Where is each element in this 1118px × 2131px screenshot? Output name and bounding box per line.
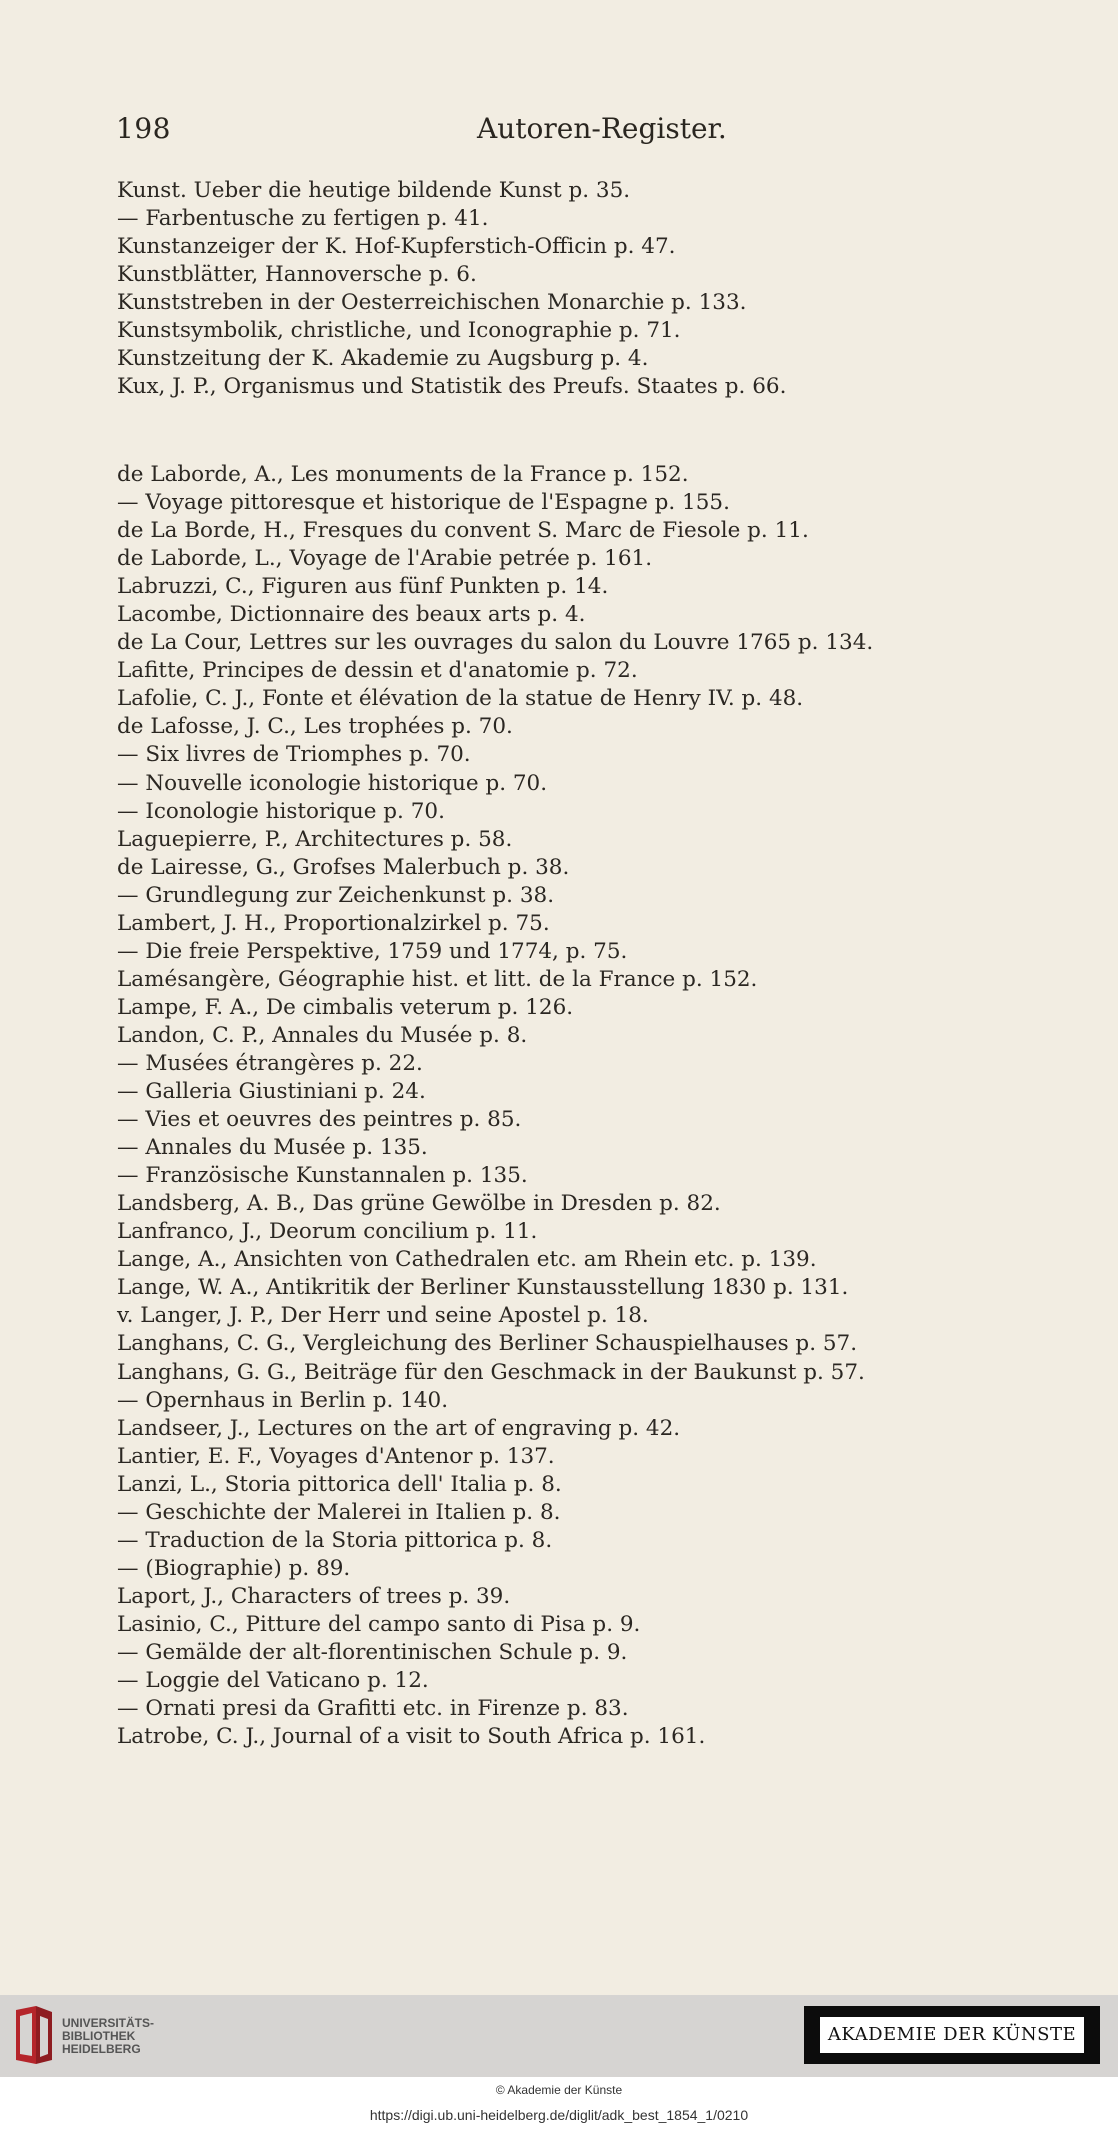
library-logo-line: HEIDELBERG xyxy=(62,2042,141,2056)
library-logo-text xyxy=(62,2017,154,2056)
index-entry: de Lafosse, J. C., Les trophées p. 70. xyxy=(117,714,513,740)
index-entry: — Iconologie historique p. 70. xyxy=(117,798,445,824)
index-entry: Lampe, F. A., De cimbalis veterum p. 126. xyxy=(117,994,574,1020)
index-entry: — Gemälde der alt-florentinischen Schule p. 9. xyxy=(117,1639,628,1665)
index-entry: — Traduction de la Storia pittorica p. 8. xyxy=(117,1527,553,1553)
index-entry: Kunststreben in der Oesterreichischen Monarchie p. 133. xyxy=(117,290,747,316)
index-entry: — Vies et oeuvres des peintres p. 85. xyxy=(117,1107,522,1133)
index-entry: de Laborde, A., Les monuments de la France p. 152. xyxy=(117,462,689,487)
index-entry: — Galleria Giustiniani p. 24. xyxy=(117,1079,426,1105)
index-entry: Kunstzeitung der K. Akademie zu Augsburg p. 4. xyxy=(117,346,649,372)
index-entry: Labruzzi, C., Figuren aus fünf Punkten p. 14. xyxy=(117,574,609,600)
index-entry: — Voyage pittoresque et historique de l'Espagne p. 155. xyxy=(117,490,730,516)
index-entry: Landon, C. P., Annales du Musée p. 8. xyxy=(117,1022,528,1048)
index-entry: Lanfranco, J., Deorum concilium p. 11. xyxy=(117,1219,538,1245)
index-block-l xyxy=(117,461,873,1751)
index-entry: — Ornati presi da Grafitti etc. in Firenze p. 83. xyxy=(117,1696,629,1722)
index-entry: Laguepierre, P., Architectures p. 58. xyxy=(117,826,513,852)
index-entry: de Lairesse, G., Grofses Malerbuch p. 38. xyxy=(117,854,570,880)
index-entry: — Musées étrangères p. 22. xyxy=(117,1050,423,1076)
index-entry: Lafitte, Principes de dessin et d'anatomie p. 72. xyxy=(117,658,638,684)
index-entry: de La Borde, H., Fresques du convent S. Marc de Fiesole p. 11. xyxy=(117,518,809,544)
index-entry: — Die freie Perspektive, 1759 und 1774, p. 75. xyxy=(117,938,628,964)
ub-heidelberg-logo-icon[interactable] xyxy=(12,2004,56,2066)
index-entry: Lafolie, C. J., Fonte et élévation de la statue de Henry IV. p. 48. xyxy=(117,686,804,712)
footer-bar xyxy=(0,1995,1118,2077)
index-entry: Langhans, C. G., Vergleichung des Berliner Schauspielhauses p. 57. xyxy=(117,1331,858,1357)
index-entry: Lacombe, Dictionnaire des beaux arts p. 4. xyxy=(117,602,586,628)
index-entry: — Farbentusche zu fertigen p. 41. xyxy=(117,206,489,232)
index-entry: Kunstsymbolik, christliche, und Iconographie p. 71. xyxy=(117,318,681,344)
partner-logo[interactable] xyxy=(804,2006,1100,2064)
index-entry: — Six livres de Triomphes p. 70. xyxy=(117,742,471,768)
index-entry: Laport, J., Characters of trees p. 39. xyxy=(117,1583,511,1609)
index-entry: — Grundlegung zur Zeichenkunst p. 38. xyxy=(117,882,555,908)
index-entry: — Loggie del Vaticano p. 12. xyxy=(117,1668,429,1694)
copyright-notice: © Akademie der Künste xyxy=(495,2083,623,2097)
index-entry: — (Biographie) p. 89. xyxy=(117,1555,351,1581)
index-entry: — Annales du Musée p. 135. xyxy=(117,1135,428,1161)
page-number: 198 xyxy=(116,112,171,145)
index-entry: Langhans, G. G., Beiträge für den Geschmack in der Baukunst p. 57. xyxy=(117,1359,865,1385)
library-logo-line: UNIVERSITÄTS- xyxy=(62,2016,155,2030)
index-entry: Landsberg, A. B., Das grüne Gewölbe in Dresden p. 82. xyxy=(117,1191,721,1217)
index-entry: — Nouvelle iconologie historique p. 70. xyxy=(117,770,548,796)
index-entry: de Laborde, L., Voyage de l'Arabie petrée p. 161. xyxy=(117,546,653,572)
index-entry: Lantier, E. F., Voyages d'Antenor p. 137. xyxy=(117,1443,555,1469)
index-entry: Lambert, J. H., Proportionalzirkel p. 75. xyxy=(117,910,550,936)
running-head: Autoren-Register. xyxy=(477,112,727,145)
index-entry: Latrobe, C. J., Journal of a visit to South Africa p. 161. xyxy=(117,1724,706,1750)
index-entry: Kunstanzeiger der K. Hof-Kupferstich-Officin p. 47. xyxy=(117,234,676,260)
index-entry: Lamésangère, Géographie hist. et litt. de la France p. 152. xyxy=(117,966,758,992)
index-entry: Kux, J. P., Organismus und Statistik des Preufs. Staates p. 66. xyxy=(117,374,787,400)
index-entry: Lasinio, C., Pitture del campo santo di Pisa p. 9. xyxy=(117,1611,641,1637)
index-entry: — Opernhaus in Berlin p. 140. xyxy=(117,1387,449,1413)
index-entry: Kunstblätter, Hannoversche p. 6. xyxy=(117,262,477,288)
partner-logo-text: AKADEMIE DER KÜNSTE xyxy=(820,2017,1084,2053)
index-entry: v. Langer, J. P., Der Herr und seine Apostel p. 18. xyxy=(117,1303,649,1329)
index-entry: — Französische Kunstannalen p. 135. xyxy=(117,1163,528,1189)
index-entry: Lange, A., Ansichten von Cathedralen etc. am Rhein etc. p. 139. xyxy=(117,1247,817,1273)
index-block-k xyxy=(117,177,786,401)
source-url-link[interactable]: https://digi.ub.uni-heidelberg.de/diglit/adk_best_1854_1/0210 xyxy=(369,2107,749,2123)
index-entry: Lanzi, L., Storia pittorica dell' Italia p. 8. xyxy=(117,1471,562,1497)
index-entry: Landseer, J., Lectures on the art of engraving p. 42. xyxy=(117,1415,681,1441)
index-entry: de La Cour, Lettres sur les ouvrages du salon du Louvre 1765 p. 134. xyxy=(117,630,874,656)
index-entry: Lange, W. A., Antikritik der Berliner Kunstausstellung 1830 p. 131. xyxy=(117,1275,849,1301)
index-entry: Kunst. Ueber die heutige bildende Kunst p. 35. xyxy=(117,178,631,203)
library-logo-line: BIBLIOTHEK xyxy=(62,2029,136,2043)
index-entry: — Geschichte der Malerei in Italien p. 8. xyxy=(117,1499,561,1525)
